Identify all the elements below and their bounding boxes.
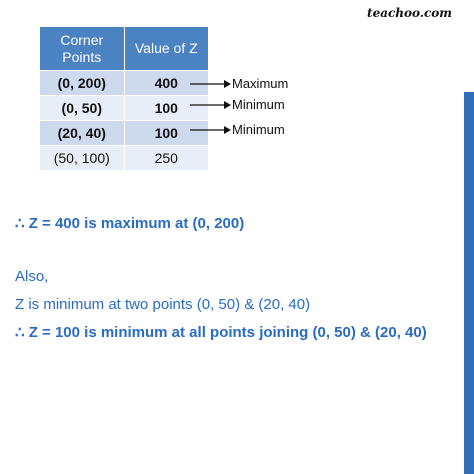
corner-point-cell: (0, 200) [40,71,124,96]
header-corner-points: Corner Points [40,27,124,71]
annotation-minimum [190,120,330,140]
z-value-cell: 100 [124,96,208,121]
annotation-label: Maximum [232,76,289,91]
annotation-minimum [190,95,330,115]
header-value-of-z: Value of Z [124,27,208,71]
corner-point-cell: (50, 100) [40,146,124,171]
annotation-maximum [190,74,330,94]
z-value-cell: 400 [124,71,208,96]
arrow-right-icon [190,120,232,140]
text-minimum-points: Z is minimum at two points (0, 50) & (20, 40) [15,296,311,313]
side-bar-accent [464,92,474,474]
conclusion-maximum: ∴ Z = 400 is maximum at (0, 200) [15,215,245,232]
brand-logo-text: teachoo.com [367,6,452,20]
corner-points-table [40,27,208,170]
table-row [40,146,208,171]
table-row [40,121,208,146]
corner-point-cell: (0, 50) [40,96,124,121]
table-row [40,71,208,96]
arrow-right-icon [190,74,232,94]
z-value-cell: 250 [124,146,208,171]
text-also: Also, [15,268,49,285]
conclusion-minimum: ∴ Z = 100 is minimum at all points joining (0, 50) & (20, 40) [15,324,427,341]
annotation-label: Minimum [232,122,285,137]
arrow-right-icon [190,95,232,115]
corner-point-cell: (20, 40) [40,121,124,146]
table-row [40,96,208,121]
z-value-cell: 100 [124,121,208,146]
annotation-label: Minimum [232,97,285,112]
table-header-row [40,27,208,71]
